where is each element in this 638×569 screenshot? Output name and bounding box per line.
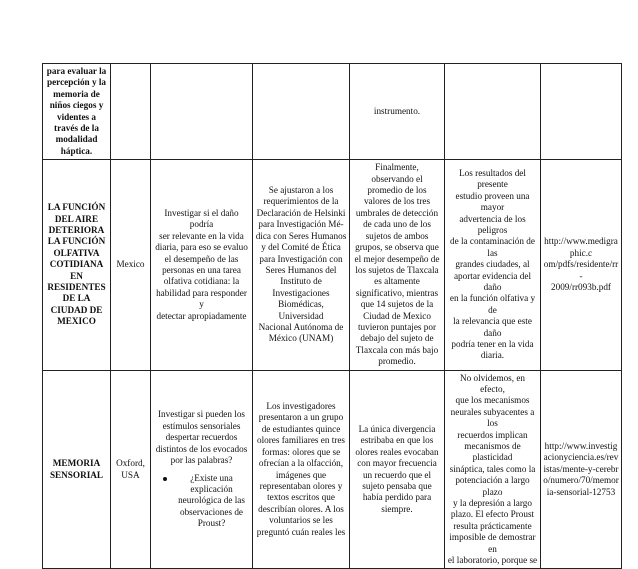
objective-cell: Investigar si el daño podría ser relevante en la vida diaria, para eso se evaluo el desempeño de las personas en una tarea olfativa cotidiana: la habilidad para responder y detectar apropiadamente: [151, 160, 253, 370]
list-item: [173, 473, 250, 530]
source-link[interactable]: http://www.medigraphic.c om/pdfs/residente/rr- 2009/rr093b.pdf: [541, 160, 622, 370]
conclusion-cell: Los resultados del presente estudio proveen una mayor advertencia de los peligros de la contaminación de las grandes ciudades, al aportar evidencia del daño en la función olfativa y de la relevancia que este daño podría tener en la vida diaria.: [445, 160, 541, 370]
location-cell: [111, 64, 151, 160]
table-row: [43, 370, 622, 569]
table-row: [43, 64, 622, 160]
objective-bullet-list: [153, 473, 250, 530]
results-cell: La única divergencia estribaba en que los olores reales evocaban con mayor frecuencia un recuerdo que el sujeto pensaba que había perdido para siempre.: [350, 370, 445, 569]
conclusion-cell: No olvidemos, en efecto, que los mecanismos neurales subyacentes a los recuerdos implican mecanismos de plasticidad sináptica, tales como la potenciación a largo plazo y la depresión a largo plazo. El efecto Proust resulta prácticamente imposible de demostrar en el laboratorio, porque se: [445, 370, 541, 569]
methodology-cell: Los investigadores presentaron a un grupo de estudiantes quince olores familiares en tres formas: olores que se ofrecían a la olfacción, imágenes que representaban olores y textos escritos que describían olores. A los voluntarios se les preguntó cuán reales les: [253, 370, 350, 569]
results-cell: instrumento.: [350, 64, 445, 160]
topic-cell: LA FUNCIÓN DEL AIRE DETERIORA LA FUNCIÓN OLFATIVA COTIDIANA EN RESIDENTES DE LA CIUDAD DE MEXICO: [43, 160, 111, 370]
methodology-cell: Se ajustaron a los requerimientos de la Declaración de Helsinki para Investigación Mé- dica con Seres Humanos y del Comité de Ética para Investigación con Seres Humanos del Instituto de Investigaciones Biomédicas, Universidad Nacional Autónoma de México (UNAM): [253, 160, 350, 370]
source-cell: [541, 64, 622, 160]
source-link[interactable]: http://www.investigacionyciencia.es/revistas/mente-y-cerebro/numero/70/memoria-sensorial-12753: [541, 370, 622, 569]
location-cell: Oxford, USA: [111, 370, 151, 569]
methodology-cell: [253, 64, 350, 160]
table-row: [43, 160, 622, 370]
bullet-icon: [163, 477, 167, 481]
objective-cell: [151, 370, 253, 569]
objective-cell: [151, 64, 253, 160]
conclusion-cell: [445, 64, 541, 160]
topic-cell: para evaluar la percepción y la memoria de niños ciegos y videntes a través de la modalidad háptica.: [43, 64, 111, 160]
bullet-text: ¿Existe una explicación neurológica de las observaciones de Proust?: [178, 472, 245, 529]
topic-cell: MEMORIA SENSORIAL: [43, 370, 111, 569]
location-cell: Mexico: [111, 160, 151, 370]
objective-text: Investigar si pueden los estímulos sensoriales despertar recuerdos distintos de los evocados por las palabras?: [155, 409, 248, 466]
results-cell: Finalmente, observando el promedio de los valores de los tres umbrales de detección de cada uno de los sujetos de ambos grupos, se observa que el mejor desempeño de los sujetos de Tlaxcala es altamente significativo, mientras que 14 sujetos de la Ciudad de Mexico tuvieron puntajes por debajo del sujeto de Tlaxcala con más bajo promedio.: [350, 160, 445, 370]
research-table: [42, 63, 622, 569]
